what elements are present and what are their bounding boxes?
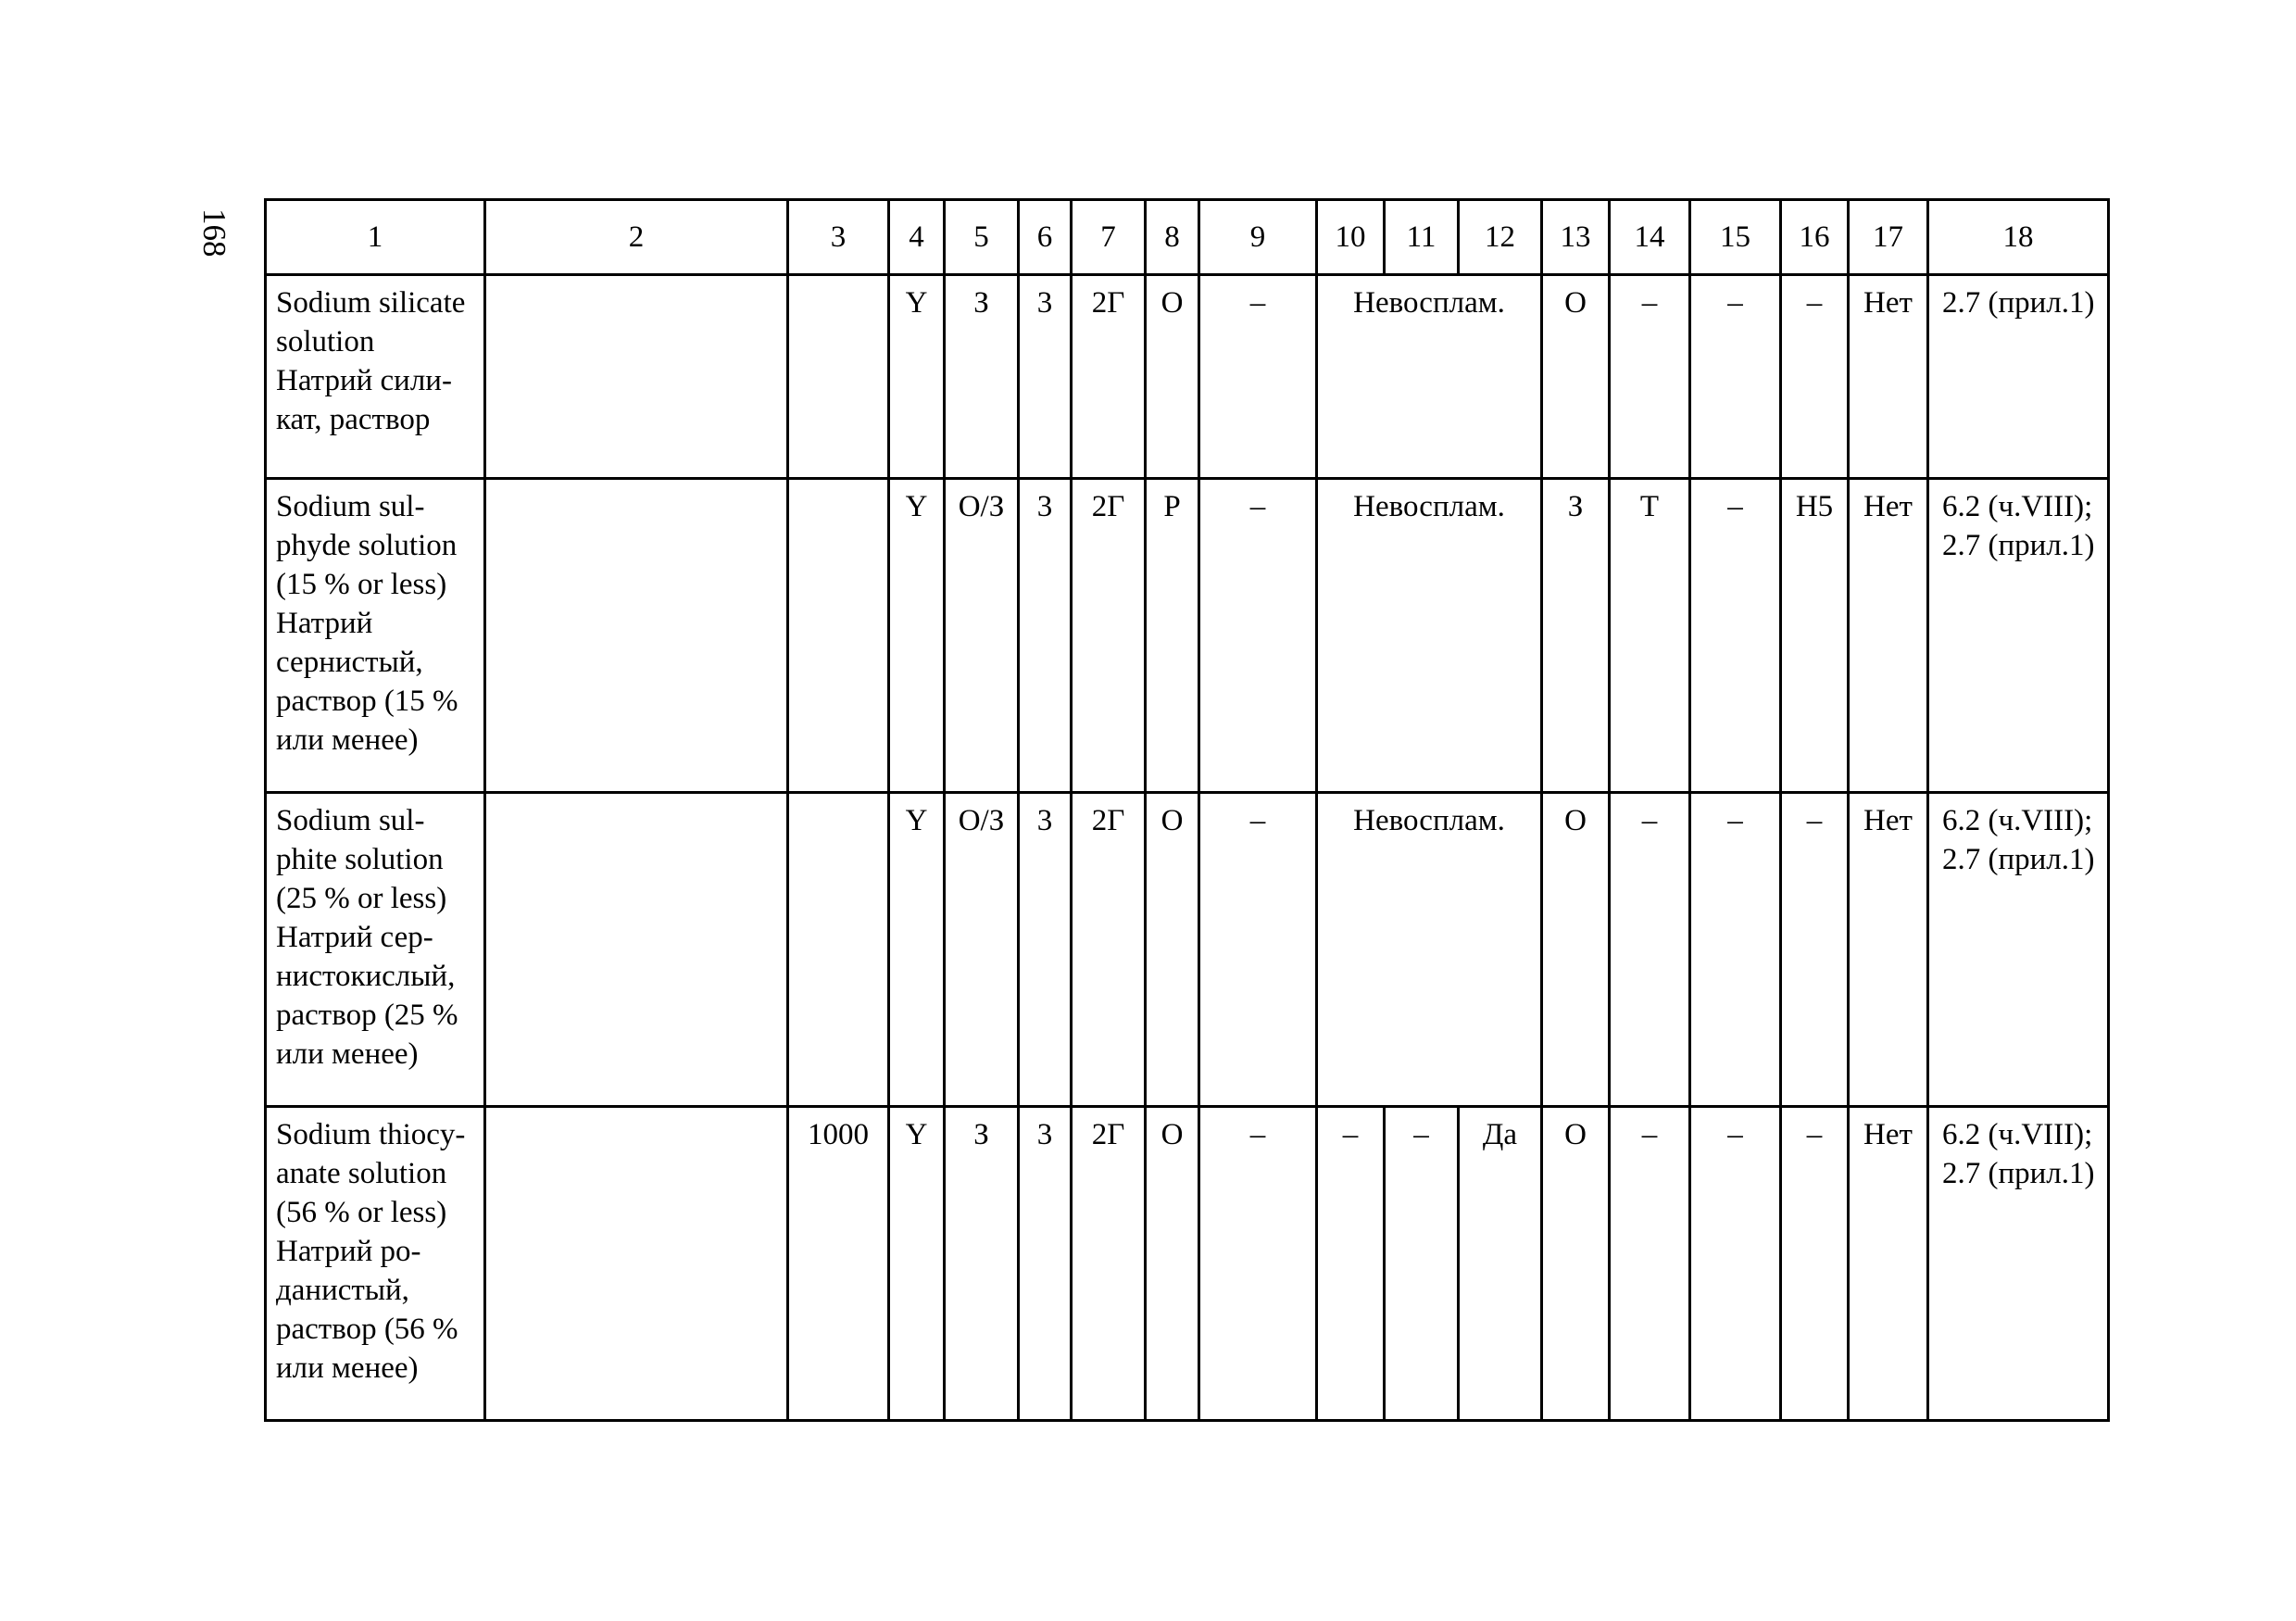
column-header: 9 (1199, 200, 1317, 275)
product-name-cell (266, 1107, 485, 1421)
cell-col-15: – (1690, 1107, 1781, 1421)
table-row (266, 793, 2109, 1107)
column-header: 5 (945, 200, 1019, 275)
table-row (266, 275, 2109, 479)
cargo-table (264, 198, 2110, 1422)
column-header: 7 (1072, 200, 1146, 275)
cell-col-4: Y (889, 275, 945, 479)
cell-col-2 (485, 1107, 788, 1421)
product-name-line: Натрий ро- (276, 1235, 421, 1268)
product-name-line: Sodium sul- (276, 804, 425, 837)
reference-line: 6.2 (ч.VIII); (1942, 1118, 2093, 1151)
product-name-line: Натрий сер- (276, 921, 433, 954)
cell-col-17: Нет (1849, 793, 1928, 1107)
cell-col-12: Да (1459, 1107, 1542, 1421)
cell-col-3 (788, 793, 889, 1107)
cell-col-14: Т (1610, 479, 1690, 793)
cell-col-11: – (1385, 1107, 1459, 1421)
column-header: 17 (1849, 200, 1928, 275)
cell-col-9: – (1199, 275, 1317, 479)
column-header: 18 (1928, 200, 2109, 275)
header-row (266, 200, 2109, 275)
column-header: 10 (1317, 200, 1385, 275)
cell-col-10-12: Невосплам. (1317, 275, 1542, 479)
cell-col-4: Y (889, 793, 945, 1107)
product-name-line: Натрий (276, 607, 373, 640)
product-name-line: Sodium sul- (276, 490, 425, 523)
cell-col-2 (485, 275, 788, 479)
column-header: 8 (1146, 200, 1199, 275)
cell-col-9: – (1199, 793, 1317, 1107)
page-number: 168 (196, 208, 232, 258)
cell-col-14: – (1610, 793, 1690, 1107)
product-name-cell (266, 275, 485, 479)
cell-col-5: О/З (945, 793, 1019, 1107)
cell-col-5: З (945, 1107, 1019, 1421)
cell-col-16: – (1781, 1107, 1849, 1421)
cell-col-9: – (1199, 1107, 1317, 1421)
reference-line: 2.7 (прил.1) (1942, 843, 2095, 876)
product-name-line: или менее) (276, 1037, 419, 1071)
cell-col-13: О (1542, 275, 1610, 479)
cell-col-14: – (1610, 275, 1690, 479)
cell-col-6: 3 (1019, 1107, 1072, 1421)
cell-col-17: Нет (1849, 479, 1928, 793)
reference-line: 6.2 (ч.VIII); (1942, 490, 2093, 523)
column-header: 11 (1385, 200, 1459, 275)
cell-col-7: 2Г (1072, 275, 1146, 479)
product-name-line: phyde solution (276, 529, 458, 562)
cell-col-15: – (1690, 275, 1781, 479)
product-name-line: или менее) (276, 723, 419, 757)
cell-col-9: – (1199, 479, 1317, 793)
column-header: 6 (1019, 200, 1072, 275)
cell-col-8: Р (1146, 479, 1199, 793)
product-name-line: (25 % or less) (276, 882, 447, 915)
product-name-line: данистый, (276, 1274, 409, 1307)
table-row (266, 479, 2109, 793)
product-name-line: Натрий сили- (276, 364, 452, 397)
column-header: 3 (788, 200, 889, 275)
product-name-line: phite solution (276, 843, 444, 876)
column-header: 16 (1781, 200, 1849, 275)
cell-col-15: – (1690, 479, 1781, 793)
cell-col-2 (485, 479, 788, 793)
cell-col-18 (1928, 479, 2109, 793)
product-name-line: кат, раствор (276, 403, 431, 436)
cell-col-5: О/З (945, 479, 1019, 793)
cell-col-3 (788, 479, 889, 793)
cell-col-3: 1000 (788, 1107, 889, 1421)
product-name-line: или менее) (276, 1351, 419, 1385)
product-name-cell (266, 793, 485, 1107)
cell-col-14: – (1610, 1107, 1690, 1421)
cell-col-7: 2Г (1072, 479, 1146, 793)
cell-col-16: – (1781, 275, 1849, 479)
product-name-line: Sodium thiocy- (276, 1118, 466, 1151)
column-header: 12 (1459, 200, 1542, 275)
column-header: 13 (1542, 200, 1610, 275)
column-header: 15 (1690, 200, 1781, 275)
cell-col-16: Н5 (1781, 479, 1849, 793)
product-name-line: раствор (25 % (276, 999, 458, 1032)
product-name-line: (56 % or less) (276, 1196, 447, 1229)
product-name-cell (266, 479, 485, 793)
cell-col-8: О (1146, 1107, 1199, 1421)
cell-col-18 (1928, 793, 2109, 1107)
table-row (266, 1107, 2109, 1421)
product-name-line: раствор (15 % (276, 685, 458, 718)
cell-col-13: З (1542, 479, 1610, 793)
column-header: 14 (1610, 200, 1690, 275)
column-header: 2 (485, 200, 788, 275)
cell-col-7: 2Г (1072, 793, 1146, 1107)
product-name-line: anate solution (276, 1157, 447, 1190)
cell-col-8: О (1146, 793, 1199, 1107)
cell-col-18 (1928, 1107, 2109, 1421)
cell-col-6: 3 (1019, 479, 1072, 793)
product-name-line: нистокислый, (276, 960, 456, 993)
cell-col-7: 2Г (1072, 1107, 1146, 1421)
product-name-line: Sodium silicate (276, 286, 466, 320)
cell-col-2 (485, 793, 788, 1107)
cell-col-18 (1928, 275, 2109, 479)
product-name-line: раствор (56 % (276, 1313, 458, 1346)
cell-col-6: 3 (1019, 275, 1072, 479)
cell-col-10-12: Невосплам. (1317, 793, 1542, 1107)
cell-col-3 (788, 275, 889, 479)
cell-col-5: З (945, 275, 1019, 479)
reference-line: 2.7 (прил.1) (1942, 286, 2095, 320)
column-header: 4 (889, 200, 945, 275)
cell-col-6: 3 (1019, 793, 1072, 1107)
cell-col-17: Нет (1849, 1107, 1928, 1421)
reference-line: 2.7 (прил.1) (1942, 529, 2095, 562)
cell-col-8: О (1146, 275, 1199, 479)
cell-col-10: – (1317, 1107, 1385, 1421)
cell-col-16: – (1781, 793, 1849, 1107)
product-name-line: solution (276, 325, 375, 358)
cell-col-17: Нет (1849, 275, 1928, 479)
cell-col-10-12: Невосплам. (1317, 479, 1542, 793)
cell-col-4: Y (889, 479, 945, 793)
column-header: 1 (266, 200, 485, 275)
reference-line: 2.7 (прил.1) (1942, 1157, 2095, 1190)
product-name-line: сернистый, (276, 646, 423, 679)
cell-col-13: О (1542, 1107, 1610, 1421)
reference-line: 6.2 (ч.VIII); (1942, 804, 2093, 837)
cell-col-4: Y (889, 1107, 945, 1421)
cell-col-15: – (1690, 793, 1781, 1107)
product-name-line: (15 % or less) (276, 568, 447, 601)
cell-col-13: О (1542, 793, 1610, 1107)
